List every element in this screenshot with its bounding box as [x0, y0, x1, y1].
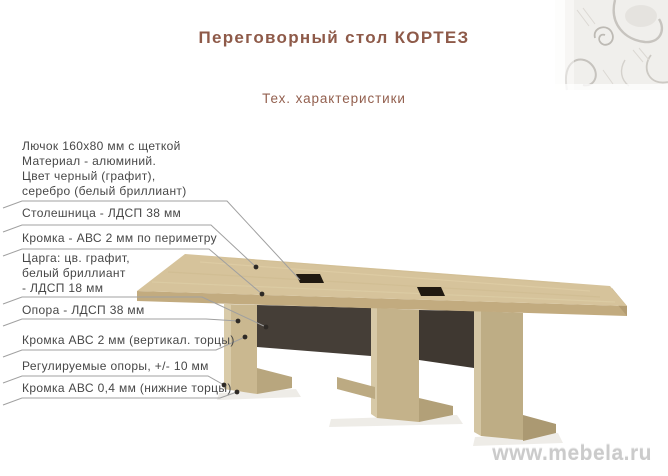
callout-label-modesty-panel	[22, 251, 130, 296]
cable-hatch-left	[296, 274, 324, 283]
callout-label-vertical-edge	[22, 333, 235, 348]
callout-label-perimeter-edge	[22, 231, 217, 246]
callout-label-leg-support	[22, 303, 145, 318]
site-watermark: www.mebela.ru	[492, 442, 652, 465]
leader-leg-support	[3, 319, 238, 326]
page-title: Переговорный стол КОРТЕЗ	[198, 28, 470, 47]
callout-label-cable-hatch	[22, 139, 187, 199]
leg-middle-foot-left	[337, 377, 375, 399]
page-subtitle: Тех. характеристики	[262, 91, 406, 106]
callout-text: Опора - ЛДСП 38 мм	[22, 303, 145, 317]
leg-right-panel	[481, 311, 523, 440]
callout-text: Царга: цв. графит,	[22, 251, 130, 265]
callout-text: Кромка АВС 2 мм (вертикал. торцы)	[22, 333, 235, 347]
callout-text: - ЛДСП 18 мм	[22, 281, 104, 295]
cable-hatch-right	[417, 287, 445, 296]
callout-text: Регулируемые опоры, +/- 10 мм	[22, 359, 209, 373]
callout-text: Материал - алюминий.	[22, 154, 157, 168]
callout-text: Цвет черный (графит),	[22, 169, 156, 183]
callout-label-adjustable-feet	[22, 359, 209, 374]
callout-text: Кромка АВС 0,4 мм (нижние торцы)	[22, 381, 232, 395]
callout-label-bottom-edge	[22, 381, 232, 396]
callout-text: Столешница - ЛДСП 38 мм	[22, 206, 182, 220]
leg-right-side	[474, 311, 481, 436]
modesty-panel-right	[419, 310, 474, 368]
callout-text: белый бриллиант	[22, 266, 126, 280]
callout-text: Лючок 160х80 мм с щеткой	[22, 139, 181, 153]
modesty-panel-left	[257, 305, 371, 356]
callout-label-tabletop	[22, 206, 181, 221]
leg-middle-panel	[377, 308, 419, 422]
leg-middle-side	[371, 308, 377, 418]
callout-text: Кромка - АВС 2 мм по периметру	[22, 231, 218, 245]
callout-text: серебро (белый бриллиант)	[22, 184, 187, 198]
